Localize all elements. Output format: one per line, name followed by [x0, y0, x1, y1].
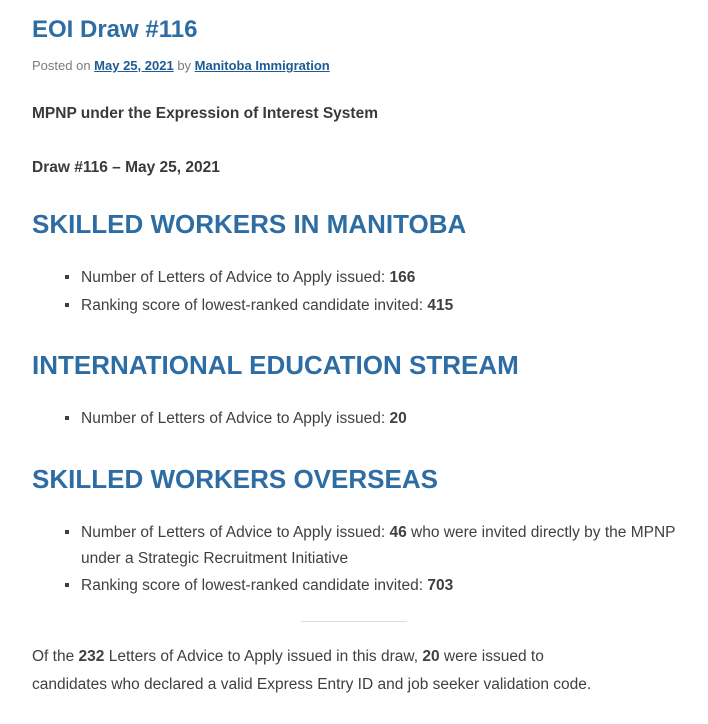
posted-on-label: Posted on	[32, 57, 91, 73]
stat-list-skilled-workers-in-manitoba	[32, 265, 676, 318]
stat-label: Ranking score of lowest-ranked candidate invited:	[81, 577, 424, 595]
post-meta	[32, 57, 676, 75]
stat-label: Number of Letters of Advice to Apply issued:	[81, 269, 386, 287]
square-bullet-icon	[65, 303, 69, 307]
section-heading-international-education-stream: INTERNATIONAL EDUCATION STREAM	[32, 350, 519, 381]
list-item	[81, 520, 676, 571]
square-bullet-icon	[65, 275, 69, 279]
list-item	[81, 573, 676, 599]
stat-value: 703	[427, 577, 454, 595]
page-title: EOI Draw #116	[32, 16, 198, 43]
summary-express-entry-value: 20	[422, 647, 440, 665]
list-item	[81, 406, 676, 432]
summary-text: candidates who declared a valid Express Entry ID and job seeker validation code.	[32, 675, 592, 693]
section-heading-skilled-workers-overseas: SKILLED WORKERS OVERSEAS	[32, 463, 438, 494]
summary-paragraph	[32, 643, 676, 699]
list-item	[81, 293, 676, 319]
list-item	[81, 265, 676, 291]
stat-value: 415	[427, 296, 454, 314]
summary-total-value: 232	[78, 647, 105, 665]
summary-text: Of the	[32, 647, 75, 665]
square-bullet-icon	[65, 530, 69, 534]
stat-value: 20	[389, 410, 407, 428]
stat-list-skilled-workers-overseas	[32, 520, 676, 599]
subtitle: MPNP under the Expression of Interest System	[32, 104, 378, 122]
square-bullet-icon	[65, 416, 69, 420]
stat-suffix: who were invited directly by the MPNP under a Strategic Recruitment Initiative	[81, 524, 676, 567]
draw-date-line: Draw #116 – May 25, 2021	[32, 158, 220, 176]
post-date-link[interactable]: May 25, 2021	[94, 57, 174, 73]
stat-list-international-education-stream	[32, 406, 676, 432]
by-label: by	[177, 57, 192, 73]
stat-label: Ranking score of lowest-ranked candidate invited:	[81, 296, 424, 314]
stat-value: 46	[389, 524, 407, 542]
square-bullet-icon	[65, 583, 69, 587]
section-heading-skilled-workers-in-manitoba: SKILLED WORKERS IN MANITOBA	[32, 208, 467, 239]
summary-text: Letters of Advice to Apply issued in this draw,	[108, 647, 419, 665]
stat-label: Number of Letters of Advice to Apply issued:	[81, 410, 386, 428]
stat-value: 166	[389, 269, 416, 287]
author-link[interactable]: Manitoba Immigration	[194, 57, 330, 73]
summary-text: were issued to	[443, 647, 544, 665]
section-divider	[301, 621, 407, 622]
stat-label: Number of Letters of Advice to Apply issued:	[81, 524, 386, 542]
